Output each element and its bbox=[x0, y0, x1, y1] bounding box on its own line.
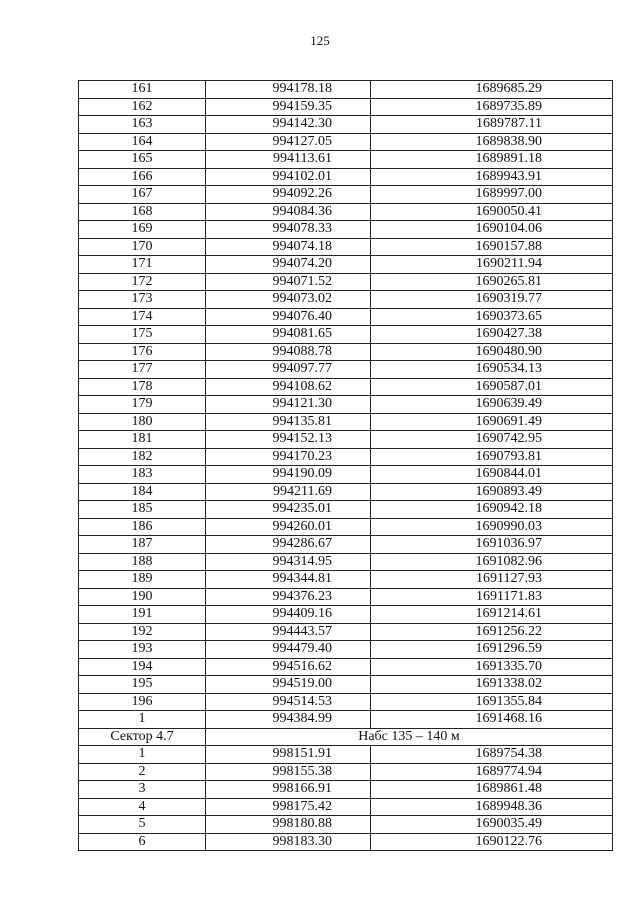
point-number-cell: 189 bbox=[79, 571, 206, 589]
x-coordinate-cell: 998183.30 bbox=[206, 833, 371, 851]
point-number-cell: 164 bbox=[79, 133, 206, 151]
y-coordinate-cell: 1690893.49 bbox=[371, 483, 613, 501]
x-coordinate-cell: 994314.95 bbox=[206, 553, 371, 571]
point-number-cell: 184 bbox=[79, 483, 206, 501]
x-coordinate-cell: 994113.61 bbox=[206, 151, 371, 169]
x-coordinate-cell: 994074.18 bbox=[206, 238, 371, 256]
point-number-cell: 169 bbox=[79, 221, 206, 239]
y-coordinate-cell: 1689787.11 bbox=[371, 116, 613, 134]
point-number-cell: 161 bbox=[79, 81, 206, 99]
page-number: 125 bbox=[310, 33, 330, 48]
table-row bbox=[79, 536, 613, 554]
y-coordinate-cell: 1691468.16 bbox=[371, 711, 613, 729]
table-row bbox=[79, 133, 613, 151]
x-coordinate-cell: 994092.26 bbox=[206, 186, 371, 204]
x-coordinate-cell: 994088.78 bbox=[206, 343, 371, 361]
table-row bbox=[79, 203, 613, 221]
y-coordinate-cell: 1690534.13 bbox=[371, 361, 613, 379]
y-coordinate-cell: 1690793.81 bbox=[371, 448, 613, 466]
table-row bbox=[79, 798, 613, 816]
sector-header bbox=[79, 728, 613, 746]
table-row bbox=[79, 746, 613, 764]
x-coordinate-cell: 994479.40 bbox=[206, 641, 371, 659]
point-number-cell: 180 bbox=[79, 413, 206, 431]
table-row bbox=[79, 553, 613, 571]
point-number-cell: 162 bbox=[79, 98, 206, 116]
x-coordinate-cell: 994519.00 bbox=[206, 676, 371, 694]
point-number-cell: 175 bbox=[79, 326, 206, 344]
y-coordinate-cell: 1690427.38 bbox=[371, 326, 613, 344]
table-row bbox=[79, 431, 613, 449]
x-coordinate-cell: 998151.91 bbox=[206, 746, 371, 764]
table-row bbox=[79, 641, 613, 659]
y-coordinate-cell: 1689891.18 bbox=[371, 151, 613, 169]
x-coordinate-cell: 994121.30 bbox=[206, 396, 371, 414]
table-row bbox=[79, 413, 613, 431]
table-row bbox=[79, 676, 613, 694]
x-coordinate-cell: 994076.40 bbox=[206, 308, 371, 326]
x-coordinate-cell: 994344.81 bbox=[206, 571, 371, 589]
y-coordinate-cell: 1690157.88 bbox=[371, 238, 613, 256]
y-coordinate-cell: 1691082.96 bbox=[371, 553, 613, 571]
x-coordinate-cell: 994081.65 bbox=[206, 326, 371, 344]
point-number-cell: 172 bbox=[79, 273, 206, 291]
y-coordinate-cell: 1689735.89 bbox=[371, 98, 613, 116]
point-number-cell: 166 bbox=[79, 168, 206, 186]
table-row bbox=[79, 168, 613, 186]
table-row bbox=[79, 448, 613, 466]
y-coordinate-cell: 1691338.02 bbox=[371, 676, 613, 694]
point-number-cell: 170 bbox=[79, 238, 206, 256]
table-row bbox=[79, 81, 613, 99]
sector-height-range: Набс 135 – 140 м bbox=[206, 728, 613, 746]
point-number-cell: 171 bbox=[79, 256, 206, 274]
y-coordinate-cell: 1689861.48 bbox=[371, 781, 613, 799]
point-number-cell: 174 bbox=[79, 308, 206, 326]
y-coordinate-cell: 1690050.41 bbox=[371, 203, 613, 221]
table-row bbox=[79, 186, 613, 204]
x-coordinate-cell: 994516.62 bbox=[206, 658, 371, 676]
x-coordinate-cell: 994235.01 bbox=[206, 501, 371, 519]
point-number-cell: 6 bbox=[79, 833, 206, 851]
table-row bbox=[79, 518, 613, 536]
table-row bbox=[79, 606, 613, 624]
y-coordinate-cell: 1689754.38 bbox=[371, 746, 613, 764]
point-number-cell: 196 bbox=[79, 693, 206, 711]
point-number-cell: 181 bbox=[79, 431, 206, 449]
point-number-cell: 5 bbox=[79, 816, 206, 834]
point-number-cell: 3 bbox=[79, 781, 206, 799]
y-coordinate-cell: 1690265.81 bbox=[371, 273, 613, 291]
table-row bbox=[79, 833, 613, 851]
x-coordinate-cell: 994078.33 bbox=[206, 221, 371, 239]
table-row bbox=[79, 658, 613, 676]
table-row bbox=[79, 571, 613, 589]
x-coordinate-cell: 994384.99 bbox=[206, 711, 371, 729]
point-number-cell: 2 bbox=[79, 763, 206, 781]
point-number-cell: 167 bbox=[79, 186, 206, 204]
x-coordinate-cell: 994376.23 bbox=[206, 588, 371, 606]
x-coordinate-cell: 994514.53 bbox=[206, 693, 371, 711]
table-row bbox=[79, 396, 613, 414]
table-row bbox=[79, 326, 613, 344]
table-row bbox=[79, 291, 613, 309]
y-coordinate-cell: 1689943.91 bbox=[371, 168, 613, 186]
point-number-cell: 177 bbox=[79, 361, 206, 379]
table-row bbox=[79, 98, 613, 116]
table-row bbox=[79, 623, 613, 641]
table-row bbox=[79, 221, 613, 239]
table-row bbox=[79, 711, 613, 729]
table-row bbox=[79, 308, 613, 326]
y-coordinate-cell: 1690035.49 bbox=[371, 816, 613, 834]
x-coordinate-cell: 998155.38 bbox=[206, 763, 371, 781]
point-number-cell: 182 bbox=[79, 448, 206, 466]
table-row bbox=[79, 781, 613, 799]
x-coordinate-cell: 994260.01 bbox=[206, 518, 371, 536]
y-coordinate-cell: 1690587.01 bbox=[371, 378, 613, 396]
point-number-cell: 4 bbox=[79, 798, 206, 816]
x-coordinate-cell: 994073.02 bbox=[206, 291, 371, 309]
point-number-cell: 163 bbox=[79, 116, 206, 134]
table-row bbox=[79, 256, 613, 274]
table-row bbox=[79, 483, 613, 501]
table-row bbox=[79, 151, 613, 169]
point-number-cell: 188 bbox=[79, 553, 206, 571]
y-coordinate-cell: 1690691.49 bbox=[371, 413, 613, 431]
x-coordinate-cell: 998180.88 bbox=[206, 816, 371, 834]
y-coordinate-cell: 1690480.90 bbox=[371, 343, 613, 361]
table-row bbox=[79, 116, 613, 134]
point-number-cell: 187 bbox=[79, 536, 206, 554]
x-coordinate-cell: 998166.91 bbox=[206, 781, 371, 799]
x-coordinate-cell: 994127.05 bbox=[206, 133, 371, 151]
y-coordinate-cell: 1690319.77 bbox=[371, 291, 613, 309]
x-coordinate-cell: 994190.09 bbox=[206, 466, 371, 484]
x-coordinate-cell: 994084.36 bbox=[206, 203, 371, 221]
x-coordinate-cell: 994409.16 bbox=[206, 606, 371, 624]
x-coordinate-cell: 994071.52 bbox=[206, 273, 371, 291]
table-row bbox=[79, 238, 613, 256]
table-row bbox=[79, 273, 613, 291]
x-coordinate-cell: 994443.57 bbox=[206, 623, 371, 641]
point-number-cell: 1 bbox=[79, 746, 206, 764]
y-coordinate-cell: 1691036.97 bbox=[371, 536, 613, 554]
coordinates-table-body-b bbox=[79, 746, 613, 851]
y-coordinate-cell: 1690104.06 bbox=[371, 221, 613, 239]
y-coordinate-cell: 1691296.59 bbox=[371, 641, 613, 659]
x-coordinate-cell: 994286.67 bbox=[206, 536, 371, 554]
y-coordinate-cell: 1690844.01 bbox=[371, 466, 613, 484]
y-coordinate-cell: 1690990.03 bbox=[371, 518, 613, 536]
x-coordinate-cell: 994142.30 bbox=[206, 116, 371, 134]
x-coordinate-cell: 994108.62 bbox=[206, 378, 371, 396]
y-coordinate-cell: 1690211.94 bbox=[371, 256, 613, 274]
y-coordinate-cell: 1689685.29 bbox=[371, 81, 613, 99]
table-row bbox=[79, 501, 613, 519]
point-number-cell: 191 bbox=[79, 606, 206, 624]
y-coordinate-cell: 1689774.94 bbox=[371, 763, 613, 781]
y-coordinate-cell: 1691171.83 bbox=[371, 588, 613, 606]
x-coordinate-cell: 994178.18 bbox=[206, 81, 371, 99]
x-coordinate-cell: 994074.20 bbox=[206, 256, 371, 274]
y-coordinate-cell: 1689997.00 bbox=[371, 186, 613, 204]
y-coordinate-cell: 1690122.76 bbox=[371, 833, 613, 851]
x-coordinate-cell: 994170.23 bbox=[206, 448, 371, 466]
point-number-cell: 185 bbox=[79, 501, 206, 519]
table-row bbox=[79, 588, 613, 606]
table-row bbox=[79, 378, 613, 396]
y-coordinate-cell: 1691127.93 bbox=[371, 571, 613, 589]
point-number-cell: 178 bbox=[79, 378, 206, 396]
coordinates-table-body-a bbox=[79, 81, 613, 729]
coordinates-table bbox=[78, 80, 613, 851]
y-coordinate-cell: 1690373.65 bbox=[371, 308, 613, 326]
point-number-cell: 1 bbox=[79, 711, 206, 729]
y-coordinate-cell: 1691256.22 bbox=[371, 623, 613, 641]
y-coordinate-cell: 1691355.84 bbox=[371, 693, 613, 711]
y-coordinate-cell: 1690639.49 bbox=[371, 396, 613, 414]
point-number-cell: 195 bbox=[79, 676, 206, 694]
x-coordinate-cell: 994152.13 bbox=[206, 431, 371, 449]
table-row bbox=[79, 693, 613, 711]
x-coordinate-cell: 994211.69 bbox=[206, 483, 371, 501]
y-coordinate-cell: 1690942.18 bbox=[371, 501, 613, 519]
point-number-cell: 168 bbox=[79, 203, 206, 221]
point-number-cell: 165 bbox=[79, 151, 206, 169]
x-coordinate-cell: 994159.35 bbox=[206, 98, 371, 116]
point-number-cell: 190 bbox=[79, 588, 206, 606]
table-row bbox=[79, 763, 613, 781]
x-coordinate-cell: 994135.81 bbox=[206, 413, 371, 431]
y-coordinate-cell: 1691335.70 bbox=[371, 658, 613, 676]
point-number-cell: 173 bbox=[79, 291, 206, 309]
point-number-cell: 192 bbox=[79, 623, 206, 641]
y-coordinate-cell: 1689948.36 bbox=[371, 798, 613, 816]
table-row bbox=[79, 816, 613, 834]
y-coordinate-cell: 1690742.95 bbox=[371, 431, 613, 449]
table-row bbox=[79, 343, 613, 361]
table-row bbox=[79, 361, 613, 379]
point-number-cell: 194 bbox=[79, 658, 206, 676]
y-coordinate-cell: 1689838.90 bbox=[371, 133, 613, 151]
x-coordinate-cell: 994097.77 bbox=[206, 361, 371, 379]
table-row bbox=[79, 466, 613, 484]
point-number-cell: 183 bbox=[79, 466, 206, 484]
point-number-cell: 193 bbox=[79, 641, 206, 659]
point-number-cell: 179 bbox=[79, 396, 206, 414]
point-number-cell: 176 bbox=[79, 343, 206, 361]
x-coordinate-cell: 998175.42 bbox=[206, 798, 371, 816]
sector-row bbox=[79, 728, 613, 746]
point-number-cell: 186 bbox=[79, 518, 206, 536]
sector-label: Сектор 4.7 bbox=[79, 728, 206, 746]
x-coordinate-cell: 994102.01 bbox=[206, 168, 371, 186]
y-coordinate-cell: 1691214.61 bbox=[371, 606, 613, 624]
